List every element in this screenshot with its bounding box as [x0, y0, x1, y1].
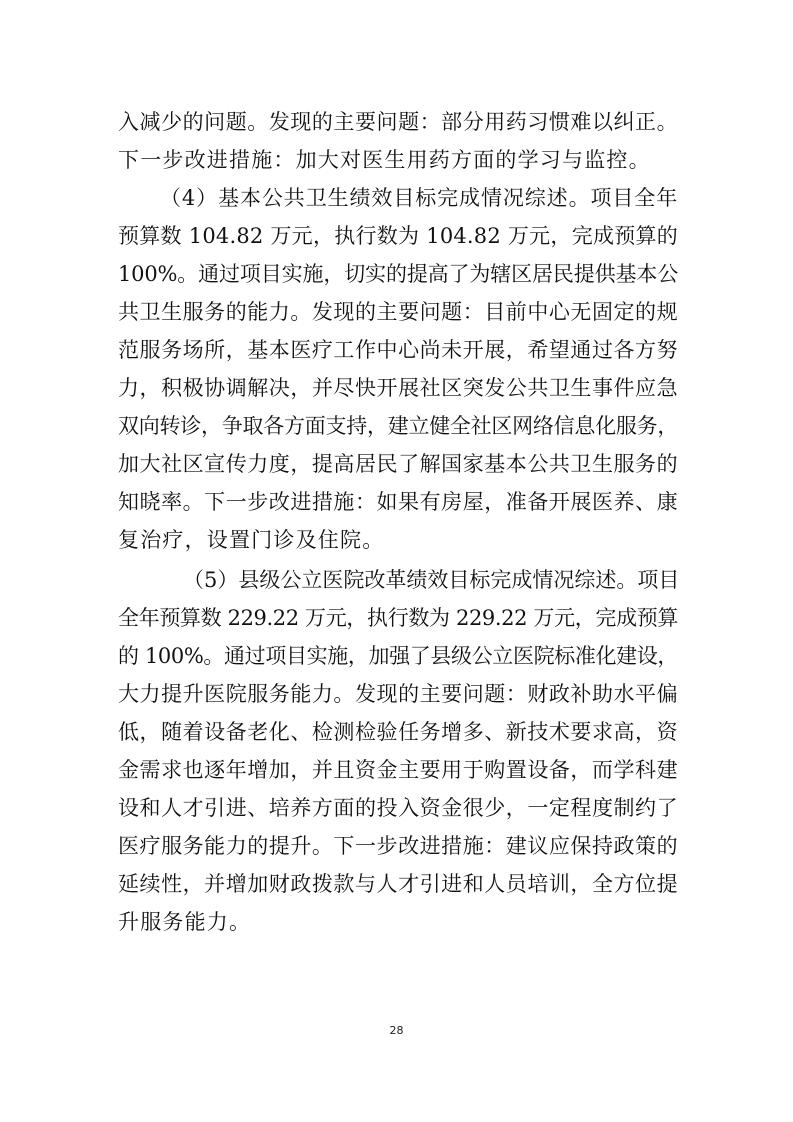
paragraph-3-line-4: 大力提升医院服务能力。发现的主要问题：财政补助水平偏 [118, 682, 678, 706]
paragraph-2-line-6: 力，积极协调解决，并尽快开展社区突发公共卫生事件应急 [118, 376, 678, 400]
paragraph-2-line-2: 预算数 104.82 万元，执行数为 104.82 万元，完成预算的 [118, 224, 678, 248]
paragraph-3-line-10: 升服务能力。 [118, 910, 252, 934]
paragraph-2-line-10: 复治疗，设置门诊及住院。 [118, 528, 385, 552]
paragraph-3-line-2: 全年预算数 229.22 万元，执行数为 229.22 万元，完成预算 [118, 606, 678, 630]
paragraph-3-line-7: 设和人才引进、培养方面的投入资金很少，一定程度制约了 [118, 796, 678, 820]
paragraph-3-line-9: 延续性，并增加财政拨款与人才引进和人员培训，全方位提 [118, 872, 678, 896]
paragraph-2-line-9: 知晓率。下一步改进措施：如果有房屋，准备开展医养、康 [118, 490, 678, 514]
paragraph-3-line-3: 的 100%。通过项目实施，加强了县级公立医院标准化建设， [118, 644, 678, 668]
paragraph-2-line-4: 共卫生服务的能力。发现的主要问题：目前中心无固定的规 [118, 300, 678, 324]
paragraph-2-line-5: 范服务场所，基本医疗工作中心尚未开展，希望通过各方努 [118, 338, 678, 362]
paragraph-1-line-1: 入减少的问题。发现的主要问题：部分用药习惯难以纠正。 [118, 110, 678, 134]
paragraph-3-line-6: 金需求也逐年增加，并且资金主要用于购置设备，而学科建 [118, 758, 678, 782]
paragraph-2-line-3: 100%。通过项目实施，切实的提高了为辖区居民提供基本公 [118, 262, 678, 286]
paragraph-2-line-7: 双向转诊，争取各方面支持，建立健全社区网络信息化服务， [118, 414, 678, 438]
paragraph-1-line-2: 下一步改进措施：加大对医生用药方面的学习与监控。 [118, 148, 651, 172]
paragraph-3-line-1: （5）县级公立医院改革绩效目标完成情况综述。项目 [183, 568, 680, 592]
page-number: 28 [389, 1024, 404, 1037]
paragraph-3-line-8: 医疗服务能力的提升。下一步改进措施：建议应保持政策的 [118, 834, 678, 858]
paragraph-3-line-5: 低，随着设备老化、检测检验任务增多、新技术要求高，资 [118, 720, 678, 744]
paragraph-2-line-1: （4）基本公共卫生绩效目标完成情况综述。项目全年 [160, 186, 678, 210]
paragraph-2-line-8: 加大社区宣传力度，提高居民了解国家基本公共卫生服务的 [118, 452, 678, 476]
